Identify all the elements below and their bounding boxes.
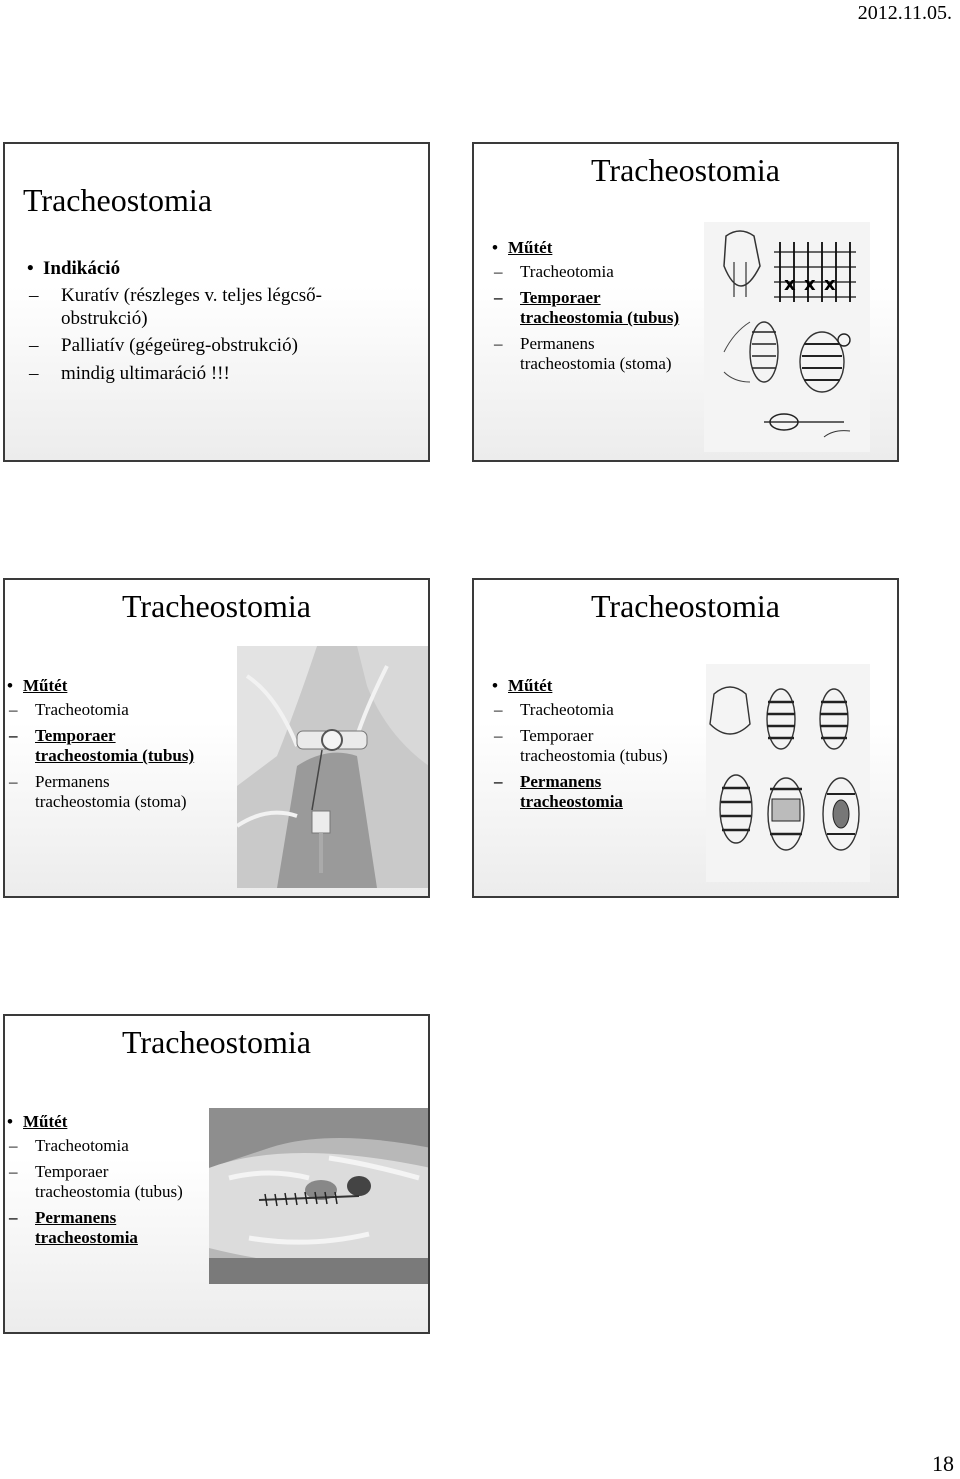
stoma-steps-drawing-image bbox=[706, 664, 870, 882]
surgical-drawing-image bbox=[704, 222, 870, 452]
bullet-heading: • Indikáció bbox=[25, 258, 415, 281]
sub-item: – mindig ultimaráció !!! bbox=[25, 363, 415, 386]
slide-body bbox=[490, 676, 710, 812]
sub-item-continuation: tracheostomia (tubus) bbox=[520, 746, 668, 766]
sub-item: – Tracheotomia bbox=[5, 1136, 215, 1156]
header-date: 2012.11.05. bbox=[857, 2, 952, 24]
sub-item-continuation: tracheostomia (stoma) bbox=[520, 353, 672, 373]
sub-item-continuation: tracheostomia bbox=[520, 791, 623, 811]
sub-item: – Permanens bbox=[490, 334, 710, 354]
slide-2 bbox=[472, 142, 899, 462]
sub-item-continuation: tracheostomia (stoma) bbox=[35, 791, 187, 811]
slide-body bbox=[5, 1112, 215, 1248]
tracheostomy-photo-image bbox=[237, 646, 429, 888]
sub-item: – Permanens bbox=[5, 772, 235, 792]
sub-item: – Temporaer bbox=[490, 726, 710, 746]
sutured-stoma-photo-image bbox=[209, 1108, 430, 1284]
sub-item: – Tracheotomia bbox=[490, 262, 710, 282]
sub-item: – Permanens bbox=[490, 772, 710, 792]
page-number: 18 bbox=[932, 1451, 954, 1476]
slide-5 bbox=[3, 1014, 430, 1334]
bullet-heading: • Műtét bbox=[490, 238, 710, 258]
slide-title: Tracheostomia bbox=[590, 588, 780, 624]
sub-item-continuation: tracheostomia (tubus) bbox=[35, 746, 195, 766]
bullet-heading: • Műtét bbox=[5, 1112, 215, 1132]
slide-body bbox=[25, 258, 415, 391]
bullet-heading: • Műtét bbox=[5, 676, 235, 696]
slide-body bbox=[5, 676, 235, 812]
slide-title: Tracheostomia bbox=[121, 588, 311, 624]
sub-item: – Kuratív (részleges v. teljes légcső- bbox=[25, 285, 415, 308]
sub-item-continuation: tracheostomia bbox=[35, 1227, 138, 1247]
sub-item: – Temporaer bbox=[5, 726, 235, 746]
slide-title: Tracheostomia bbox=[590, 152, 780, 188]
slide-title: Tracheostomia bbox=[23, 182, 213, 218]
sub-item-continuation: tracheostomia (tubus) bbox=[520, 308, 680, 328]
slide-title: Tracheostomia bbox=[121, 1024, 311, 1060]
slide-4 bbox=[472, 578, 899, 898]
sub-item: – Tracheotomia bbox=[5, 700, 235, 720]
sub-item-continuation: obstrukció) bbox=[61, 307, 148, 329]
slide-1 bbox=[3, 142, 430, 462]
svg-text:x: x bbox=[804, 274, 816, 295]
sub-item: – Permanens bbox=[5, 1208, 215, 1228]
sub-item: – Temporaer bbox=[5, 1162, 215, 1182]
slide-body bbox=[490, 238, 710, 374]
svg-text:x: x bbox=[784, 274, 796, 295]
sub-item: – Palliatív (gégeüreg-obstrukció) bbox=[25, 335, 415, 358]
sub-item-continuation: tracheostomia (tubus) bbox=[35, 1182, 183, 1202]
slide-3 bbox=[3, 578, 430, 898]
svg-text:x: x bbox=[824, 274, 836, 295]
sub-item: – Tracheotomia bbox=[490, 700, 710, 720]
sub-item: – Temporaer bbox=[490, 288, 710, 308]
bullet-heading: • Műtét bbox=[490, 676, 710, 696]
